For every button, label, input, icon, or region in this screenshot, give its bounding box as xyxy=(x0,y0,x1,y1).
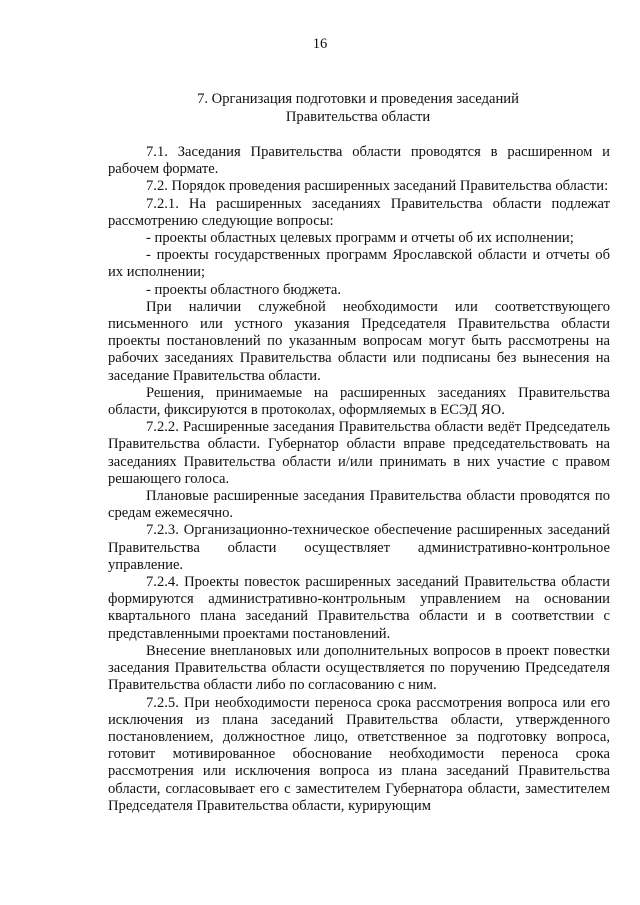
paragraph-7-2: 7.2. Порядок проведения расширенных заседаний Правительства области: xyxy=(146,178,609,195)
list-item-state-programs: - проекты государственных программ Ярославской области и отчеты об их исполнении; xyxy=(108,247,610,281)
paragraph-7-2-3: 7.2.3. Организационно-техническое обеспечение расширенных заседаний Правительства области осуществляет административно-контрольное управление. xyxy=(108,522,610,573)
paragraph-unscheduled-questions: Внесение внеплановых или дополнительных вопросов в проект повестки заседания Правительства области осуществляется по поручению Председателя Правительства области либо по согласованию с ним. xyxy=(108,642,610,694)
paragraph-7-2-5: 7.2.5. При необходимости переноса срока рассмотрения вопроса или его исключения из плана заседаний Правительства области, утвержденного постановлением, должностное лицо, ответственное за подготовку вопроса, готовит мотивированное обоснование необходимости переноса срока рассмотрения или исключения вопроса из плана заседаний Правительства области, согласовывает его с заместителем Губернатора области, заместителем Председателя Правительства области, курирующим xyxy=(108,694,610,814)
section-heading-line-1: 7. Организация подготовки и проведения заседаний xyxy=(197,91,519,107)
list-item-target-programs: - проекты областных целевых программ и отчеты об их исполнении; xyxy=(146,230,574,247)
paragraph-7-2-4: 7.2.4. Проекты повесток расширенных заседаний Правительства области формируются административно-контрольным управлением на основании квартального плана заседаний Правительства области и в соответствии с представленными проектами постановлений. xyxy=(108,574,610,642)
list-item-regional-budget: - проекты областного бюджета. xyxy=(146,281,342,298)
paragraph-7-2-2: 7.2.2. Расширенные заседания Правительства области ведёт Председатель Правительства области. Губернатор области вправе председательствовать на заседаниях Правительства области и/или принимать в них участие с правом решающего голоса. xyxy=(108,419,610,487)
paragraph-official-necessity: При наличии служебной необходимости или соответствующего письменного или устного указания Председателя Правительства области проекты постановлений по указанным вопросам могут быть рассмотрены на рабочих заседаниях Правительства области или подписаны без вынесения на заседание Правительства области. xyxy=(108,298,610,384)
document-body xyxy=(108,144,610,815)
section-heading xyxy=(108,90,608,126)
section-heading-line-2: Правительства области xyxy=(285,109,431,125)
paragraph-planned-meetings: Плановые расширенные заседания Правительства области проводятся по средам ежемесячно. xyxy=(108,488,610,522)
paragraph-decisions: Решения, принимаемые на расширенных заседаниях Правительства области, фиксируются в протоколах, оформляемых в ЕСЭД ЯО. xyxy=(108,384,610,419)
paragraph-7-2-1: 7.2.1. На расширенных заседаниях Правительства области подлежат рассмотрению следующие вопросы: xyxy=(108,195,610,229)
paragraph-7-1: 7.1. Заседания Правительства области проводятся в расширенном и рабочем формате. xyxy=(108,144,610,178)
page-number: 16 xyxy=(312,36,328,52)
